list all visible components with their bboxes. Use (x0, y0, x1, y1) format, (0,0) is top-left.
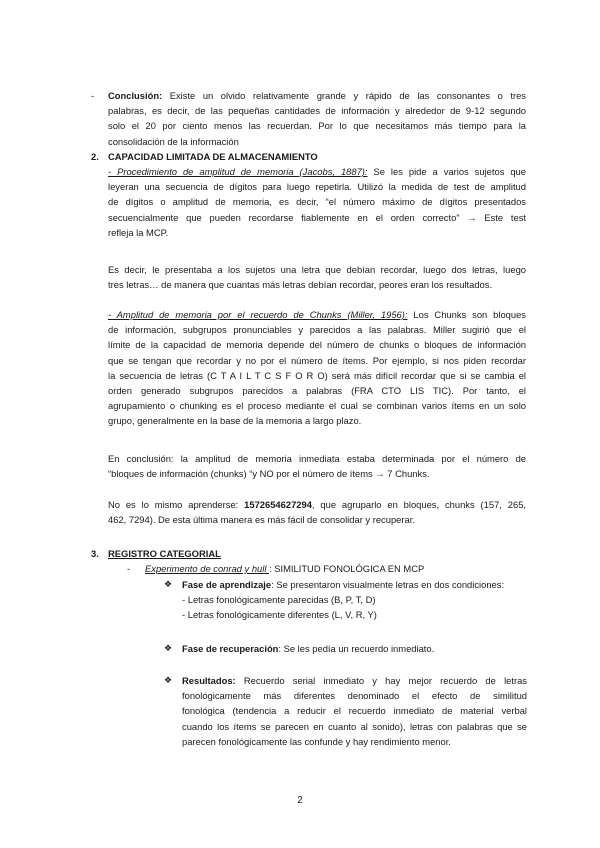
conclusion-line-2: palabras, es decir, de las pequeñas cantidades de información y alrededor de 9-12 segundo (108, 105, 526, 117)
jacobs-line-5: refleja la MCP. (108, 226, 169, 238)
conrad-rest: : SIMILITUD FONOLÓGICA EN MCP (269, 563, 425, 574)
jacobs-line-1 (108, 164, 526, 179)
resultados-text: Recuerdo serial inmediato y hay mejor recuerdo de letras (235, 675, 527, 686)
conclusion-line-1 (108, 88, 526, 103)
miller-line-7: agrupamiento o chunking es el proceso mediante el cual se combinan varios ítems en un solo (108, 400, 526, 412)
fase-recuperacion-text: : Se les pedía un recuerdo inmediato. (278, 643, 435, 654)
fase-aprendizaje-item-1: - Letras fonológicamente parecidas (B, P, T, D) (182, 594, 376, 606)
section-3-title: REGISTRO CATEGORIAL (108, 548, 221, 559)
fase-aprendizaje-text: : Se presentaron visualmente letras en dos condiciones: (271, 579, 505, 590)
no-es-lo-mismo-paragraph (108, 497, 526, 527)
page-number: 2 (297, 795, 303, 806)
es-decir-line-1: Es decir, le presentaba a los sujetos una letra que debían recordar, luego dos letras, luego (108, 264, 526, 275)
jacobs-label: - Procedimiento de amplitud de memoria (Jacobs, 1887): (108, 166, 368, 177)
fase-aprendizaje-block (182, 577, 527, 623)
es-decir-line-2: tres letras… de manera que cuantas más letras debían recordar, peores eran los resultados. (108, 279, 493, 291)
conrad-label: Experimento de conrad y hull (145, 563, 270, 574)
fase-aprendizaje-item-2: - Letras fonológicamente diferentes (L, V, R, Y) (182, 609, 377, 621)
conrad-bullet: - (127, 563, 131, 574)
miller-line-6: orden generado subgrupos parecidos a palabras (FRA CTO LIS TIC). Por tanto, el (108, 385, 526, 397)
conclusion-line-4: consolidación de la información (108, 135, 239, 147)
fase-recuperacion-label: Fase de recuperación (182, 643, 279, 654)
conclusion-label: Conclusión: (108, 90, 163, 101)
miller-line-5: la secuencia de letras (C T A I L T C S F O R O) será más difícil recordar que si se cambia el (108, 369, 526, 381)
miller-line-3: límite de la capacidad de memoria depende del número de chunks o bloques de información (108, 339, 526, 351)
jacobs-line-3: de dígitos o amplitud de memoria, es decir, “el número máximo de dígitos presentados (108, 196, 526, 208)
no-es-lo-mismo-text-a: No es lo mismo aprenderse: (108, 499, 245, 510)
jacobs-line-4: secuencialmente que pueden recordarse fiablemente en el orden correcto” → Este test (108, 211, 526, 223)
jacobs-line-2: leyeran una secuencia de dígitos para luego repetirla. Utilizó la medida de test de amplitud (108, 181, 526, 193)
miller-line-8: grupo, generalmente en la base de la memoria a largo plazo. (108, 415, 362, 427)
conclusion-line-3: solo el 20 por ciento menos las recuerdan. Por lo que necesitamos más tiempo para la (108, 120, 526, 132)
miller-line-4: que se tengan que recordar y no por el número de ítems. Por ejemplo, si nos piden recordar (108, 354, 526, 366)
miller-line-1 (108, 307, 526, 322)
conclusion-paragraph (108, 88, 526, 149)
fase-recuperacion-line (182, 641, 434, 656)
section-3-number: 3. (91, 548, 99, 559)
diamond-bullet-icon: ❖ (164, 579, 173, 589)
en-conclusion-paragraph (108, 451, 526, 481)
miller-label: - Amplitud de memoria por el recuerdo de Chunks (Miller, 1956): (108, 309, 408, 320)
diamond-bullet-icon: ❖ (164, 675, 173, 685)
section-2-title: CAPACIDAD LIMITADA DE ALMACENAMIENTO (108, 151, 318, 162)
diamond-bullet-icon: ❖ (164, 643, 173, 653)
jacobs-text: Se les pide a varios sujetos que (367, 166, 526, 177)
digit-sequence: 1572654627294 (244, 499, 312, 510)
resultados-line-4: cuando los ítems se parecen en cuanto al sonido), letras con palabras que se (182, 720, 527, 732)
fase-aprendizaje-label: Fase de aprendizaje (182, 579, 272, 590)
resultados-line-2: fonológicamente más diferentes denominado el efecto de similitud (182, 690, 527, 702)
fase-aprendizaje-line (182, 577, 527, 592)
resultados-line-1 (182, 673, 527, 688)
en-conclusion-line-2: “bloques de información (chunks) “y NO por el número de ítems → 7 Chunks. (108, 468, 430, 480)
miller-line-2: de información, subgrupos pronunciables y parecidos a las palabras. Miller sugirió que el (108, 324, 526, 336)
miller-paragraph (108, 307, 526, 429)
es-decir-paragraph (108, 262, 526, 292)
miller-text: Los Chunks son bloques (407, 309, 526, 320)
no-es-lo-mismo-text-b: , que agruparlo en bloques, chunks (157, 265, (311, 499, 527, 510)
conclusion-bullet: - (91, 90, 95, 101)
jacobs-paragraph (108, 164, 526, 240)
resultados-block (182, 673, 527, 749)
resultados-line-5: parecen fonológicamente las confunde y hay rendimiento menor. (182, 735, 451, 747)
no-es-lo-mismo-line-2: 462, 7294). De esta última manera es más fácil de consolidar y recuperar. (108, 514, 415, 526)
en-conclusion-line-1: En conclusión: la amplitud de memoria inmediata estaba determinada por el número de (108, 453, 526, 464)
resultados-label: Resultados: (182, 675, 236, 686)
resultados-line-3: fonológica (tendencia a reducir el recuerdo inmediato de material verbal (182, 705, 527, 717)
section-2-number: 2. (91, 151, 99, 162)
conclusion-text: Existe un olvido relativamente grande y rápido de las consonantes o tres (162, 90, 526, 101)
no-es-lo-mismo-line-1 (108, 497, 526, 512)
conrad-line (145, 561, 424, 576)
